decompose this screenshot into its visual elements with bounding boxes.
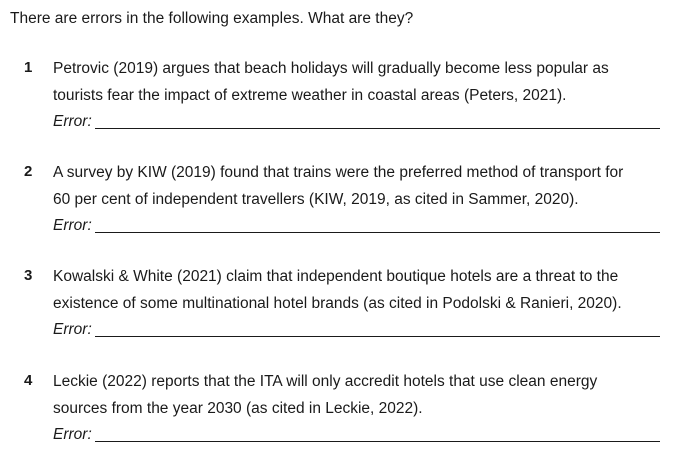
item-text bbox=[53, 264, 663, 317]
item-number: 2 bbox=[24, 163, 33, 180]
error-answer-row bbox=[53, 318, 660, 342]
error-answer-line[interactable] bbox=[95, 336, 660, 337]
error-answer-line[interactable] bbox=[95, 441, 660, 442]
item-text-line: Leckie (2022) reports that the ITA will only accredit hotels that use clean energy bbox=[53, 373, 598, 390]
error-label: Error: bbox=[53, 321, 92, 338]
item-text-line: sources from the year 2030 (as cited in Leckie, 2022). bbox=[53, 399, 423, 417]
error-label: Error: bbox=[53, 113, 92, 130]
item-text bbox=[53, 56, 663, 109]
error-label: Error: bbox=[53, 426, 92, 443]
item-text-line: 60 per cent of independent travellers (KIW, 2019, as cited in Sammer, 2020). bbox=[53, 190, 579, 208]
item-text-line: existence of some multinational hotel brands (as cited in Podolski & Ranieri, 2020). bbox=[53, 294, 622, 312]
item-text bbox=[53, 160, 663, 213]
error-answer-row bbox=[53, 110, 660, 134]
error-answer-line[interactable] bbox=[95, 232, 660, 233]
error-answer-row bbox=[53, 214, 660, 238]
error-answer-line[interactable] bbox=[95, 128, 660, 129]
item-number: 4 bbox=[24, 372, 33, 389]
item-text-line: A survey by KIW (2019) found that trains were the preferred method of transport for bbox=[53, 164, 624, 181]
item-text-line: tourists fear the impact of extreme weather in coastal areas (Peters, 2021). bbox=[53, 86, 567, 104]
item-number: 3 bbox=[24, 267, 33, 284]
instruction-heading: There are errors in the following examples. What are they? bbox=[10, 10, 414, 27]
item-text-line: Kowalski & White (2021) claim that independent boutique hotels are a threat to the bbox=[53, 268, 619, 285]
item-text-line: Petrovic (2019) argues that beach holidays will gradually become less popular as bbox=[53, 60, 609, 77]
error-answer-row bbox=[53, 423, 660, 447]
error-label: Error: bbox=[53, 217, 92, 234]
item-number: 1 bbox=[24, 59, 33, 76]
item-text bbox=[53, 369, 663, 422]
